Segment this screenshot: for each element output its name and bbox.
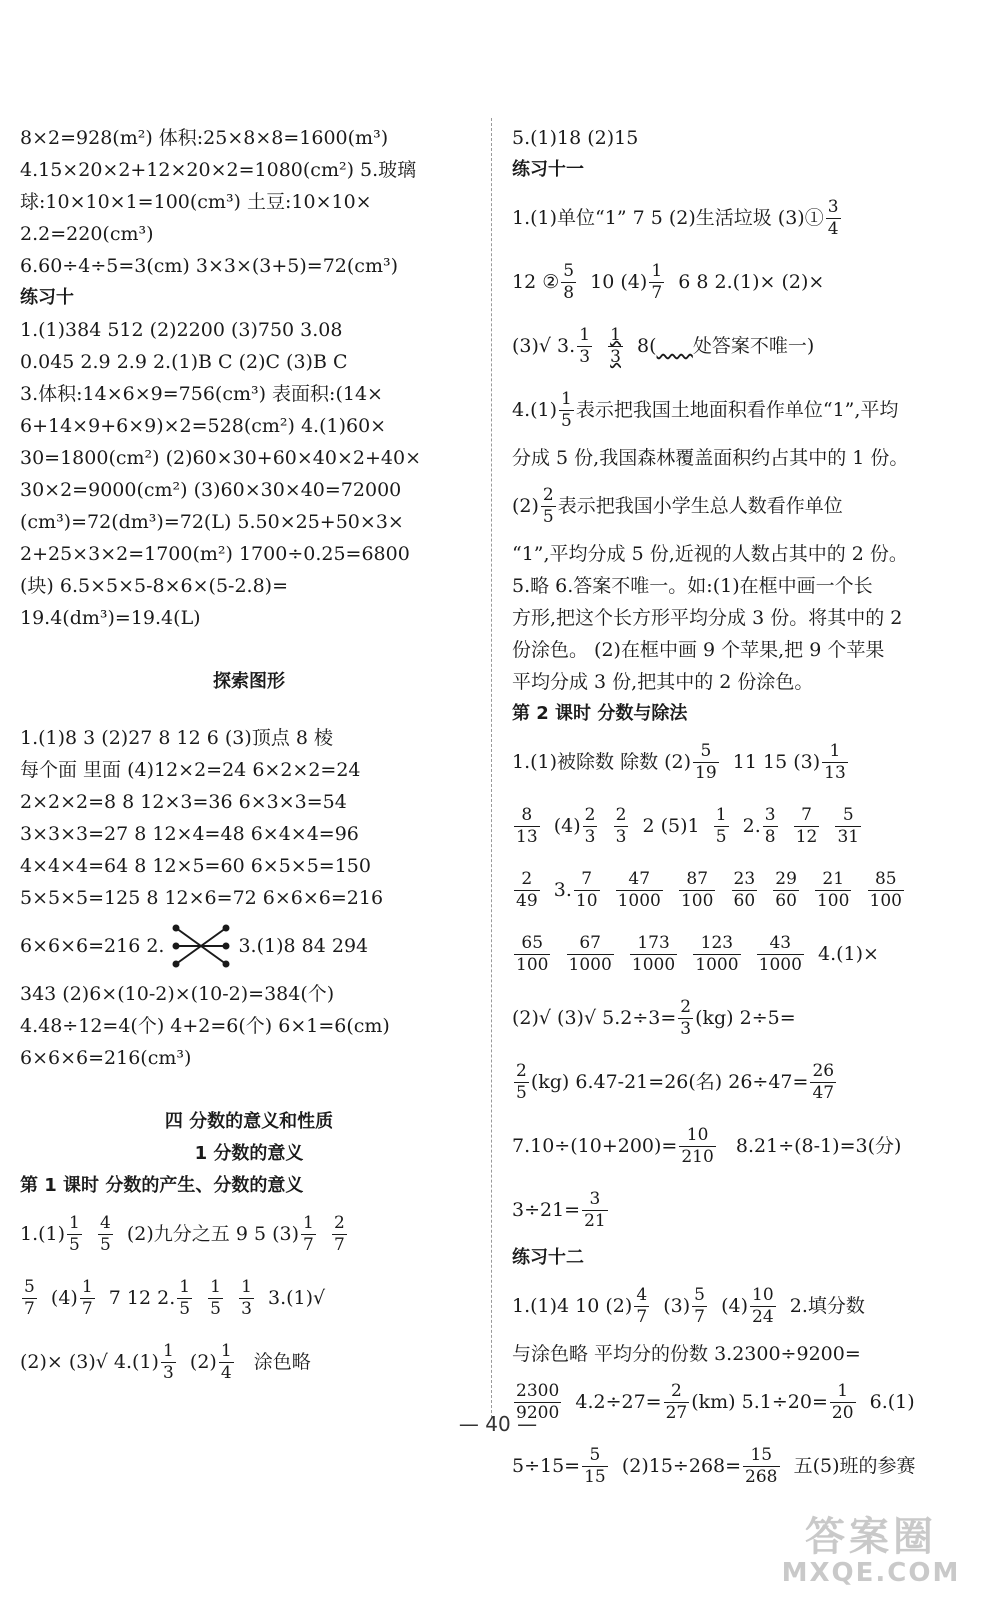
text-line: 1.(1)8 3 (2)27 8 12 6 (3)顶点 8 棱 bbox=[20, 727, 333, 749]
text-line: $\frac{65}{100}$ $\frac{67}{1000}$ $\frac{173}{1000}$ $\frac{123}{1000}$ $\frac{43}{1000}$ 4.(1)× bbox=[516, 932, 879, 975]
text-line: 3.体积:14×6×9=756(cm³) 表面积:(14× bbox=[20, 383, 383, 405]
fraction: $\frac{87}{100}$ bbox=[680, 868, 714, 911]
text-line: 1.(1)单位“1” 7 5 (2)生活垃圾 (3)① $\frac{3}{4}$ bbox=[512, 196, 839, 239]
fraction: $\frac{5}{31}$ bbox=[837, 804, 860, 847]
text-line: 1.(1)被除数 除数 (2) $\frac{5}{19}$ 11 15 (3) $\frac{1}{13}$ bbox=[512, 740, 846, 783]
fraction: $\frac{1}{3}$ bbox=[610, 324, 621, 367]
text-line: 0.045 2.9 2.9 2.(1)B C (2)C (3)B C bbox=[20, 351, 348, 373]
fraction: $\frac{29}{60}$ bbox=[775, 868, 797, 911]
fraction: $\frac{3}{4}$ bbox=[827, 196, 839, 239]
fraction: $\frac{1}{7}$ bbox=[651, 260, 663, 303]
text-line: 分成 5 份,我国森林覆盖面积约占其中的 1 份。 bbox=[512, 447, 909, 469]
fraction: $\frac{65}{100}$ bbox=[516, 932, 549, 975]
fraction: $\frac{67}{1000}$ bbox=[568, 932, 612, 975]
fraction: $\frac{5}{7}$ bbox=[694, 1284, 705, 1327]
wavy-mark bbox=[657, 330, 693, 362]
fraction: $\frac{2}{5}$ bbox=[516, 1060, 527, 1103]
text-line: 与涂色略 平均分的份数 3.2300÷9200= bbox=[512, 1343, 861, 1365]
fraction: $\frac{1}{5}$ bbox=[69, 1212, 80, 1255]
fraction: $\frac{1}{3}$ bbox=[579, 324, 591, 367]
text-line: 19.4(dm³)=19.4(L) bbox=[20, 607, 201, 629]
fraction: $\frac{173}{1000}$ bbox=[631, 932, 676, 975]
text-line: 2.2=220(cm³) bbox=[20, 223, 154, 245]
fraction: $\frac{2}{5}$ bbox=[542, 484, 554, 527]
text-line: (3)√ 3. $\frac{1}{3}$ $\frac{1}{3}$ 8( 处答案不唯一) bbox=[512, 324, 815, 367]
fraction: $\frac{8}{13}$ bbox=[516, 804, 538, 847]
fraction: $\frac{1}{20}$ bbox=[831, 1380, 854, 1423]
fraction: $\frac{1}{5}$ bbox=[561, 388, 572, 431]
text-line: 12 ② $\frac{5}{8}$ 10 (4) $\frac{1}{7}$ 6 8 2.(1)× (2)× bbox=[512, 260, 825, 303]
text-line: 5.略 6.答案不唯一。如:(1)在框中画一个长 bbox=[512, 575, 873, 597]
text-line: (块) 6.5×5×5-8×6×(5-2.8)= bbox=[20, 575, 289, 597]
text-line: (2)× (3)√ 4.(1) $\frac{1}{3}$ (2) $\frac{1}{4}$ 涂色略 bbox=[20, 1340, 311, 1383]
fraction: $\frac{26}{47}$ bbox=[812, 1060, 835, 1103]
text-line: 方形,把这个长方形平均分成 3 份。将其中的 2 bbox=[512, 607, 903, 629]
text-line: 每个面 里面 (4)12×2=24 6×2×2=24 bbox=[20, 759, 361, 781]
text-line: 6×6×6=216(cm³) bbox=[20, 1047, 192, 1069]
column-divider bbox=[491, 118, 492, 1418]
matching-diagram bbox=[170, 920, 232, 972]
text-line: 2×2×2=8 8 12×3=36 6×3×3=54 bbox=[20, 791, 347, 813]
text-line: 1.(1) $\frac{1}{5}$ $\frac{4}{5}$ (2)九分之五 9 5 (3) $\frac{1}{7}$ $\frac{2}{7}$ bbox=[20, 1212, 345, 1255]
text-line: 4×4×4=64 8 12×5=60 6×5×5=150 bbox=[20, 855, 371, 877]
text-line: 5÷15= $\frac{5}{15}$ (2)15÷268= $\frac{15}{268}$ 五(5)班的参赛 bbox=[512, 1444, 916, 1487]
text-line-with-diagram: 6×6×6=216 2. 3.(1)8 84 294 bbox=[20, 914, 478, 978]
text-line: 7.10÷(10+200)= $\frac{10}{210}$ 8.21÷(8-1)=3(分) bbox=[512, 1124, 902, 1167]
fraction: $\frac{7}{12}$ bbox=[795, 804, 818, 847]
text-line: 6.60÷4÷5=3(cm) 3×3×(3+5)=72(cm³) bbox=[20, 255, 398, 277]
unit-title: 1 分数的意义 bbox=[194, 1143, 304, 1164]
watermark-logo: 答案圈 MXQE.COM bbox=[781, 1514, 961, 1588]
fraction: $\frac{2}{7}$ bbox=[333, 1212, 345, 1255]
text-line: 30=1800(cm²) (2)60×30+60×40×2+40× bbox=[20, 447, 421, 469]
fraction: $\frac{1}{3}$ bbox=[162, 1340, 174, 1383]
text-line: 5×5×5=125 8 12×6=72 6×6×6=216 bbox=[20, 887, 384, 909]
fraction: $\frac{5}{15}$ bbox=[584, 1444, 606, 1487]
text-line: 2+25×3×2=1700(m²) 1700÷0.25=6800 bbox=[20, 543, 410, 565]
fraction: $\frac{3}{21}$ bbox=[584, 1188, 606, 1231]
fraction: $\frac{1}{4}$ bbox=[220, 1340, 232, 1383]
text-line: 3÷21= $\frac{3}{21}$ bbox=[512, 1188, 606, 1231]
text-line: 3×3×3=27 8 12×4=48 6×4×4=96 bbox=[20, 823, 359, 845]
fraction: $\frac{2}{27}$ bbox=[665, 1380, 688, 1423]
text-line: $\frac{2300}{9200}$ 4.2÷27= $\frac{2}{27}$ (km) 5.1÷20= $\frac{1}{20}$ 6.(1) bbox=[516, 1380, 915, 1423]
fraction: $\frac{7}{10}$ bbox=[575, 868, 598, 911]
fraction: $\frac{2}{3}$ bbox=[584, 804, 596, 847]
fraction: $\frac{3}{8}$ bbox=[764, 804, 776, 847]
fraction: $\frac{2}{3}$ bbox=[680, 996, 692, 1039]
fraction: $\frac{10}{24}$ bbox=[752, 1284, 774, 1327]
fraction: $\frac{5}{7}$ bbox=[24, 1276, 35, 1319]
section-title: 探索图形 bbox=[213, 671, 285, 692]
text-line: 4.15×20×2+12×20×2=1080(cm²) 5.玻璃 bbox=[20, 159, 417, 181]
section-heading: 练习十二 bbox=[512, 1247, 584, 1268]
fraction: $\frac{1}{5}$ bbox=[210, 1276, 221, 1319]
fraction: $\frac{5}{19}$ bbox=[695, 740, 717, 783]
text-line: 6+14×9+6×9)×2=528(cm²) 4.(1)60× bbox=[20, 415, 387, 437]
chapter-title: 四 分数的意义和性质 bbox=[164, 1111, 334, 1132]
text-line: 球:10×10×1=100(cm³) 土豆:10×10× bbox=[20, 191, 372, 213]
fraction: $\frac{4}{7}$ bbox=[636, 1284, 648, 1327]
text-line: 5.(1)18 (2)15 bbox=[512, 127, 639, 149]
fraction: $\frac{2300}{9200}$ bbox=[516, 1380, 560, 1423]
fraction: $\frac{1}{7}$ bbox=[81, 1276, 93, 1319]
fraction: $\frac{85}{100}$ bbox=[869, 868, 902, 911]
section-heading: 练习十 bbox=[20, 287, 74, 308]
fraction: $\frac{43}{1000}$ bbox=[758, 932, 802, 975]
fraction: $\frac{21}{100}$ bbox=[816, 868, 850, 911]
lesson-title: 第 2 课时 分数与除法 bbox=[512, 703, 688, 724]
right-column bbox=[512, 122, 974, 1498]
text-line: (2) $\frac{2}{5}$ 表示把我国小学生总人数看作单位 bbox=[512, 484, 843, 527]
fraction: $\frac{15}{268}$ bbox=[745, 1444, 778, 1487]
fraction: $\frac{23}{60}$ bbox=[733, 868, 756, 911]
text-line: 4.48÷12=4(个) 4+2=6(个) 6×1=6(cm) bbox=[20, 1015, 390, 1037]
fraction: $\frac{47}{1000}$ bbox=[617, 868, 661, 911]
fraction: $\frac{1}{13}$ bbox=[824, 740, 846, 783]
text-line: $\frac{2}{5}$ (kg) 6.47-21=26(名) 26÷47= $\frac{26}{47}$ bbox=[516, 1060, 835, 1103]
text-line: 1.(1)4 10 (2) $\frac{4}{7}$ (3) $\frac{5}{7}$ (4) $\frac{10}{24}$ 2.填分数 bbox=[512, 1284, 865, 1327]
text-line: 平均分成 3 份,把其中的 2 份涂色。 bbox=[512, 671, 814, 693]
fraction: $\frac{123}{1000}$ bbox=[695, 932, 739, 975]
text-line: (2)√ (3)√ 5.2÷3= $\frac{2}{3}$ (kg) 2÷5= bbox=[512, 996, 796, 1039]
text-line: (cm³)=72(dm³)=72(L) 5.50×25+50×3× bbox=[20, 511, 404, 533]
section-heading: 练习十一 bbox=[512, 159, 584, 180]
text-line: $\frac{5}{7}$ (4) $\frac{1}{7}$ 7 12 2. $\frac{1}{5}$ $\frac{1}{5}$ $\frac{1}{3}$ 3.(1)√ bbox=[24, 1276, 326, 1319]
text-line: “1”,平均分成 5 份,近视的人数占其中的 2 份。 bbox=[512, 543, 908, 565]
fraction: $\frac{1}{5}$ bbox=[715, 804, 727, 847]
fraction: $\frac{1}{7}$ bbox=[303, 1212, 314, 1255]
fraction: $\frac{4}{5}$ bbox=[99, 1212, 111, 1255]
left-column bbox=[20, 122, 478, 1394]
fraction: $\frac{2}{3}$ bbox=[615, 804, 627, 847]
page-number: — 40 — bbox=[458, 1412, 538, 1436]
text-line: 1.(1)384 512 (2)2200 (3)750 3.08 bbox=[20, 319, 343, 341]
fraction: $\frac{2}{49}$ bbox=[516, 868, 538, 911]
lesson-title: 第 1 课时 分数的产生、分数的意义 bbox=[20, 1175, 304, 1196]
text-line: 4.(1) $\frac{1}{5}$ 表示把我国土地面积看作单位“1”,平均 bbox=[512, 388, 899, 431]
text-line: 343 (2)6×(10-2)×(10-2)=384(个) bbox=[20, 983, 335, 1005]
fraction: $\frac{1}{5}$ bbox=[179, 1276, 191, 1319]
text-line: $\frac{2}{49}$ 3. $\frac{7}{10}$ $\frac{47}{1000}$ $\frac{87}{100}$ $\frac{23}{60}$ $\frac{29}{60}$ $\frac{21}{100}$ $\frac{85}{100}$ bbox=[516, 868, 902, 911]
text-line: 30×2=9000(cm²) (3)60×30×40=72000 bbox=[20, 479, 402, 501]
fraction: $\frac{5}{8}$ bbox=[563, 260, 575, 303]
fraction: $\frac{1}{3}$ bbox=[241, 1276, 252, 1319]
text-line: 8×2=928(m²) 体积:25×8×8=1600(m³) bbox=[20, 127, 389, 149]
text-line: 份涂色。 (2)在框中画 9 个苹果,把 9 个苹果 bbox=[512, 639, 885, 661]
fraction: $\frac{10}{210}$ bbox=[681, 1124, 714, 1167]
text-line: $\frac{8}{13}$ (4) $\frac{2}{3}$ $\frac{2}{3}$ 2 (5)1 $\frac{1}{5}$ 2. $\frac{3}{8}$ $\frac{7}{12}$ $\frac{5}{31}$ bbox=[516, 804, 860, 847]
